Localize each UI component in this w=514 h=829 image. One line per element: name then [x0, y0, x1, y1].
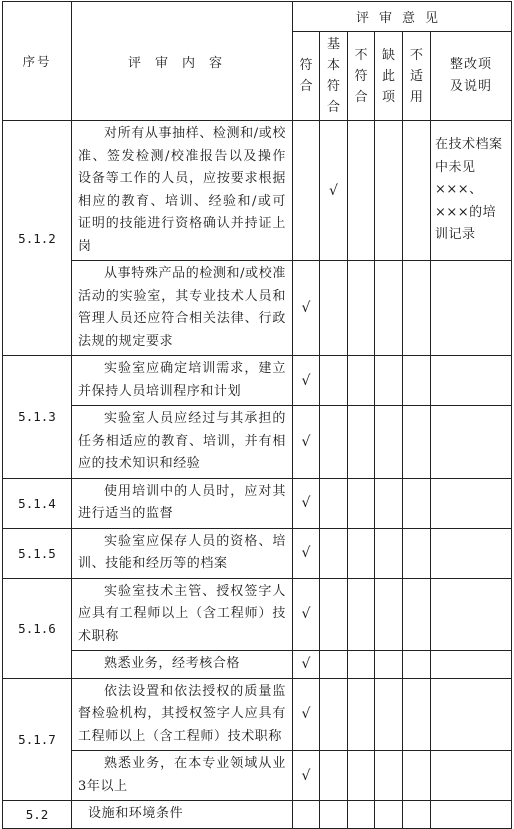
opinion-cell: [375, 751, 403, 801]
opinion-cell: [403, 578, 431, 651]
header-opinion: 评审意见: [293, 2, 512, 32]
check-mark: √: [293, 356, 320, 406]
opinion-cell: [375, 678, 403, 751]
remark-cell: [431, 261, 512, 356]
opinion-cell: [320, 528, 348, 578]
check-mark: √: [293, 261, 320, 356]
header-col-conform: 符 合: [293, 32, 320, 121]
opinion-cell: [348, 801, 375, 829]
table-row: [3, 406, 512, 479]
opinion-cell: [320, 578, 348, 651]
header-col-remark: 整改项 及说明: [431, 32, 512, 121]
opinion-cell: [348, 528, 375, 578]
opinion-cell: [375, 578, 403, 651]
opinion-cell: [403, 261, 431, 356]
opinion-cell: [320, 356, 348, 406]
remark-cell: 在技术档案中未见×××、×××的培训记录: [431, 121, 512, 261]
opinion-cell: [375, 356, 403, 406]
remark-cell: [431, 406, 512, 479]
review-content: 实验室应确定培训需求，建立并保持人员培训程序和计划: [72, 356, 293, 406]
opinion-cell: [403, 751, 431, 801]
opinion-cell: [348, 121, 375, 261]
review-content: 对所有从事抽样、检测和/或校准、签发检测/校准报告以及操作设备等工作的人员，应按要求根据相应的教育、培训、经验和/或可证明的技能进行资格确认并持证上岗: [72, 121, 293, 261]
header-content: 评审内容: [72, 2, 293, 121]
review-content: 实验室应保存人员的资格、培训、技能和经历等的档案: [72, 528, 293, 578]
remark-cell: [431, 528, 512, 578]
opinion-cell: [375, 651, 403, 679]
check-mark: √: [293, 406, 320, 479]
opinion-cell: [348, 651, 375, 679]
table-row: [3, 678, 512, 751]
header-col-nonconform: 不 符 合: [348, 32, 375, 121]
section-number: 5.1.3: [3, 356, 72, 479]
check-mark: √: [293, 478, 320, 528]
table-row: [3, 356, 512, 406]
opinion-cell: [320, 751, 348, 801]
remark-cell: [431, 651, 512, 679]
check-mark: √: [293, 578, 320, 651]
opinion-cell: [375, 406, 403, 479]
remark-cell: [431, 478, 512, 528]
review-content: 熟悉业务，经考核合格: [72, 651, 293, 679]
remark-cell: [431, 751, 512, 801]
opinion-cell: [403, 406, 431, 479]
opinion-cell: [375, 528, 403, 578]
header-col-basic-conform: 基 本 符 合: [320, 32, 348, 121]
review-table: [2, 1, 512, 829]
table-row: [3, 121, 512, 261]
table-body: [3, 121, 512, 829]
remark-cell: [431, 678, 512, 751]
review-content: 实验室技术主管、授权签字人应具有工程师以上（含工程师）技术职称: [72, 578, 293, 651]
section-number: 5.1.4: [3, 478, 72, 528]
opinion-cell: [348, 356, 375, 406]
table-row: [3, 578, 512, 651]
opinion-cell: [403, 528, 431, 578]
review-content: 从事特殊产品的检测和/或校准活动的实验室，其专业技术人员和管理人员还应符合相关法律、行政法规的规定要求: [72, 261, 293, 356]
opinion-cell: [375, 478, 403, 528]
opinion-cell: [375, 121, 403, 261]
review-content: 熟悉业务，在本专业领域从业3年以上: [72, 751, 293, 801]
opinion-cell: [320, 406, 348, 479]
header-seq: 序号: [3, 2, 72, 121]
remark-cell: [431, 356, 512, 406]
header-col-missing: 缺 此 项: [375, 32, 403, 121]
table-row: [3, 651, 512, 679]
section-number: 5.1.6: [3, 578, 72, 678]
opinion-cell: [293, 121, 320, 261]
header-col-na: 不 适 用: [403, 32, 431, 121]
section-number: 5.1.2: [3, 121, 72, 356]
opinion-cell: [403, 356, 431, 406]
remark-cell: [431, 578, 512, 651]
check-mark: √: [320, 121, 348, 261]
opinion-cell: [320, 651, 348, 679]
opinion-cell: [320, 801, 348, 829]
opinion-cell: [403, 121, 431, 261]
review-content: 实验室人员应经过与其承担的任务相适应的教育、培训，并有相应的技术知识和经验: [72, 406, 293, 479]
opinion-cell: [320, 261, 348, 356]
opinion-cell: [403, 651, 431, 679]
review-content: 依法设置和依法授权的质量监督检验机构，其授权签字人应具有工程师以上（含工程师）技术职称: [72, 678, 293, 751]
opinion-cell: [348, 261, 375, 356]
opinion-cell: [403, 478, 431, 528]
table-row: [3, 261, 512, 356]
section-number: 5.2: [3, 801, 72, 829]
opinion-cell: [348, 478, 375, 528]
review-content: 使用培训中的人员时，应对其进行适当的监督: [72, 478, 293, 528]
review-content: 设施和环境条件: [72, 801, 293, 829]
section-number: 5.1.7: [3, 678, 72, 801]
opinion-cell: [348, 578, 375, 651]
opinion-cell: [403, 678, 431, 751]
opinion-cell: [293, 801, 320, 829]
opinion-cell: [375, 801, 403, 829]
check-mark: √: [293, 528, 320, 578]
check-mark: √: [293, 678, 320, 751]
check-mark: √: [293, 651, 320, 679]
opinion-cell: [320, 678, 348, 751]
opinion-cell: [348, 678, 375, 751]
table-row: [3, 801, 512, 829]
table-row: [3, 751, 512, 801]
opinion-cell: [348, 751, 375, 801]
opinion-cell: [375, 261, 403, 356]
check-mark: √: [293, 751, 320, 801]
table-row: [3, 478, 512, 528]
opinion-cell: [403, 801, 431, 829]
opinion-cell: [348, 406, 375, 479]
remark-cell: [431, 801, 512, 829]
section-number: 5.1.5: [3, 528, 72, 578]
table-row: [3, 528, 512, 578]
opinion-cell: [320, 478, 348, 528]
